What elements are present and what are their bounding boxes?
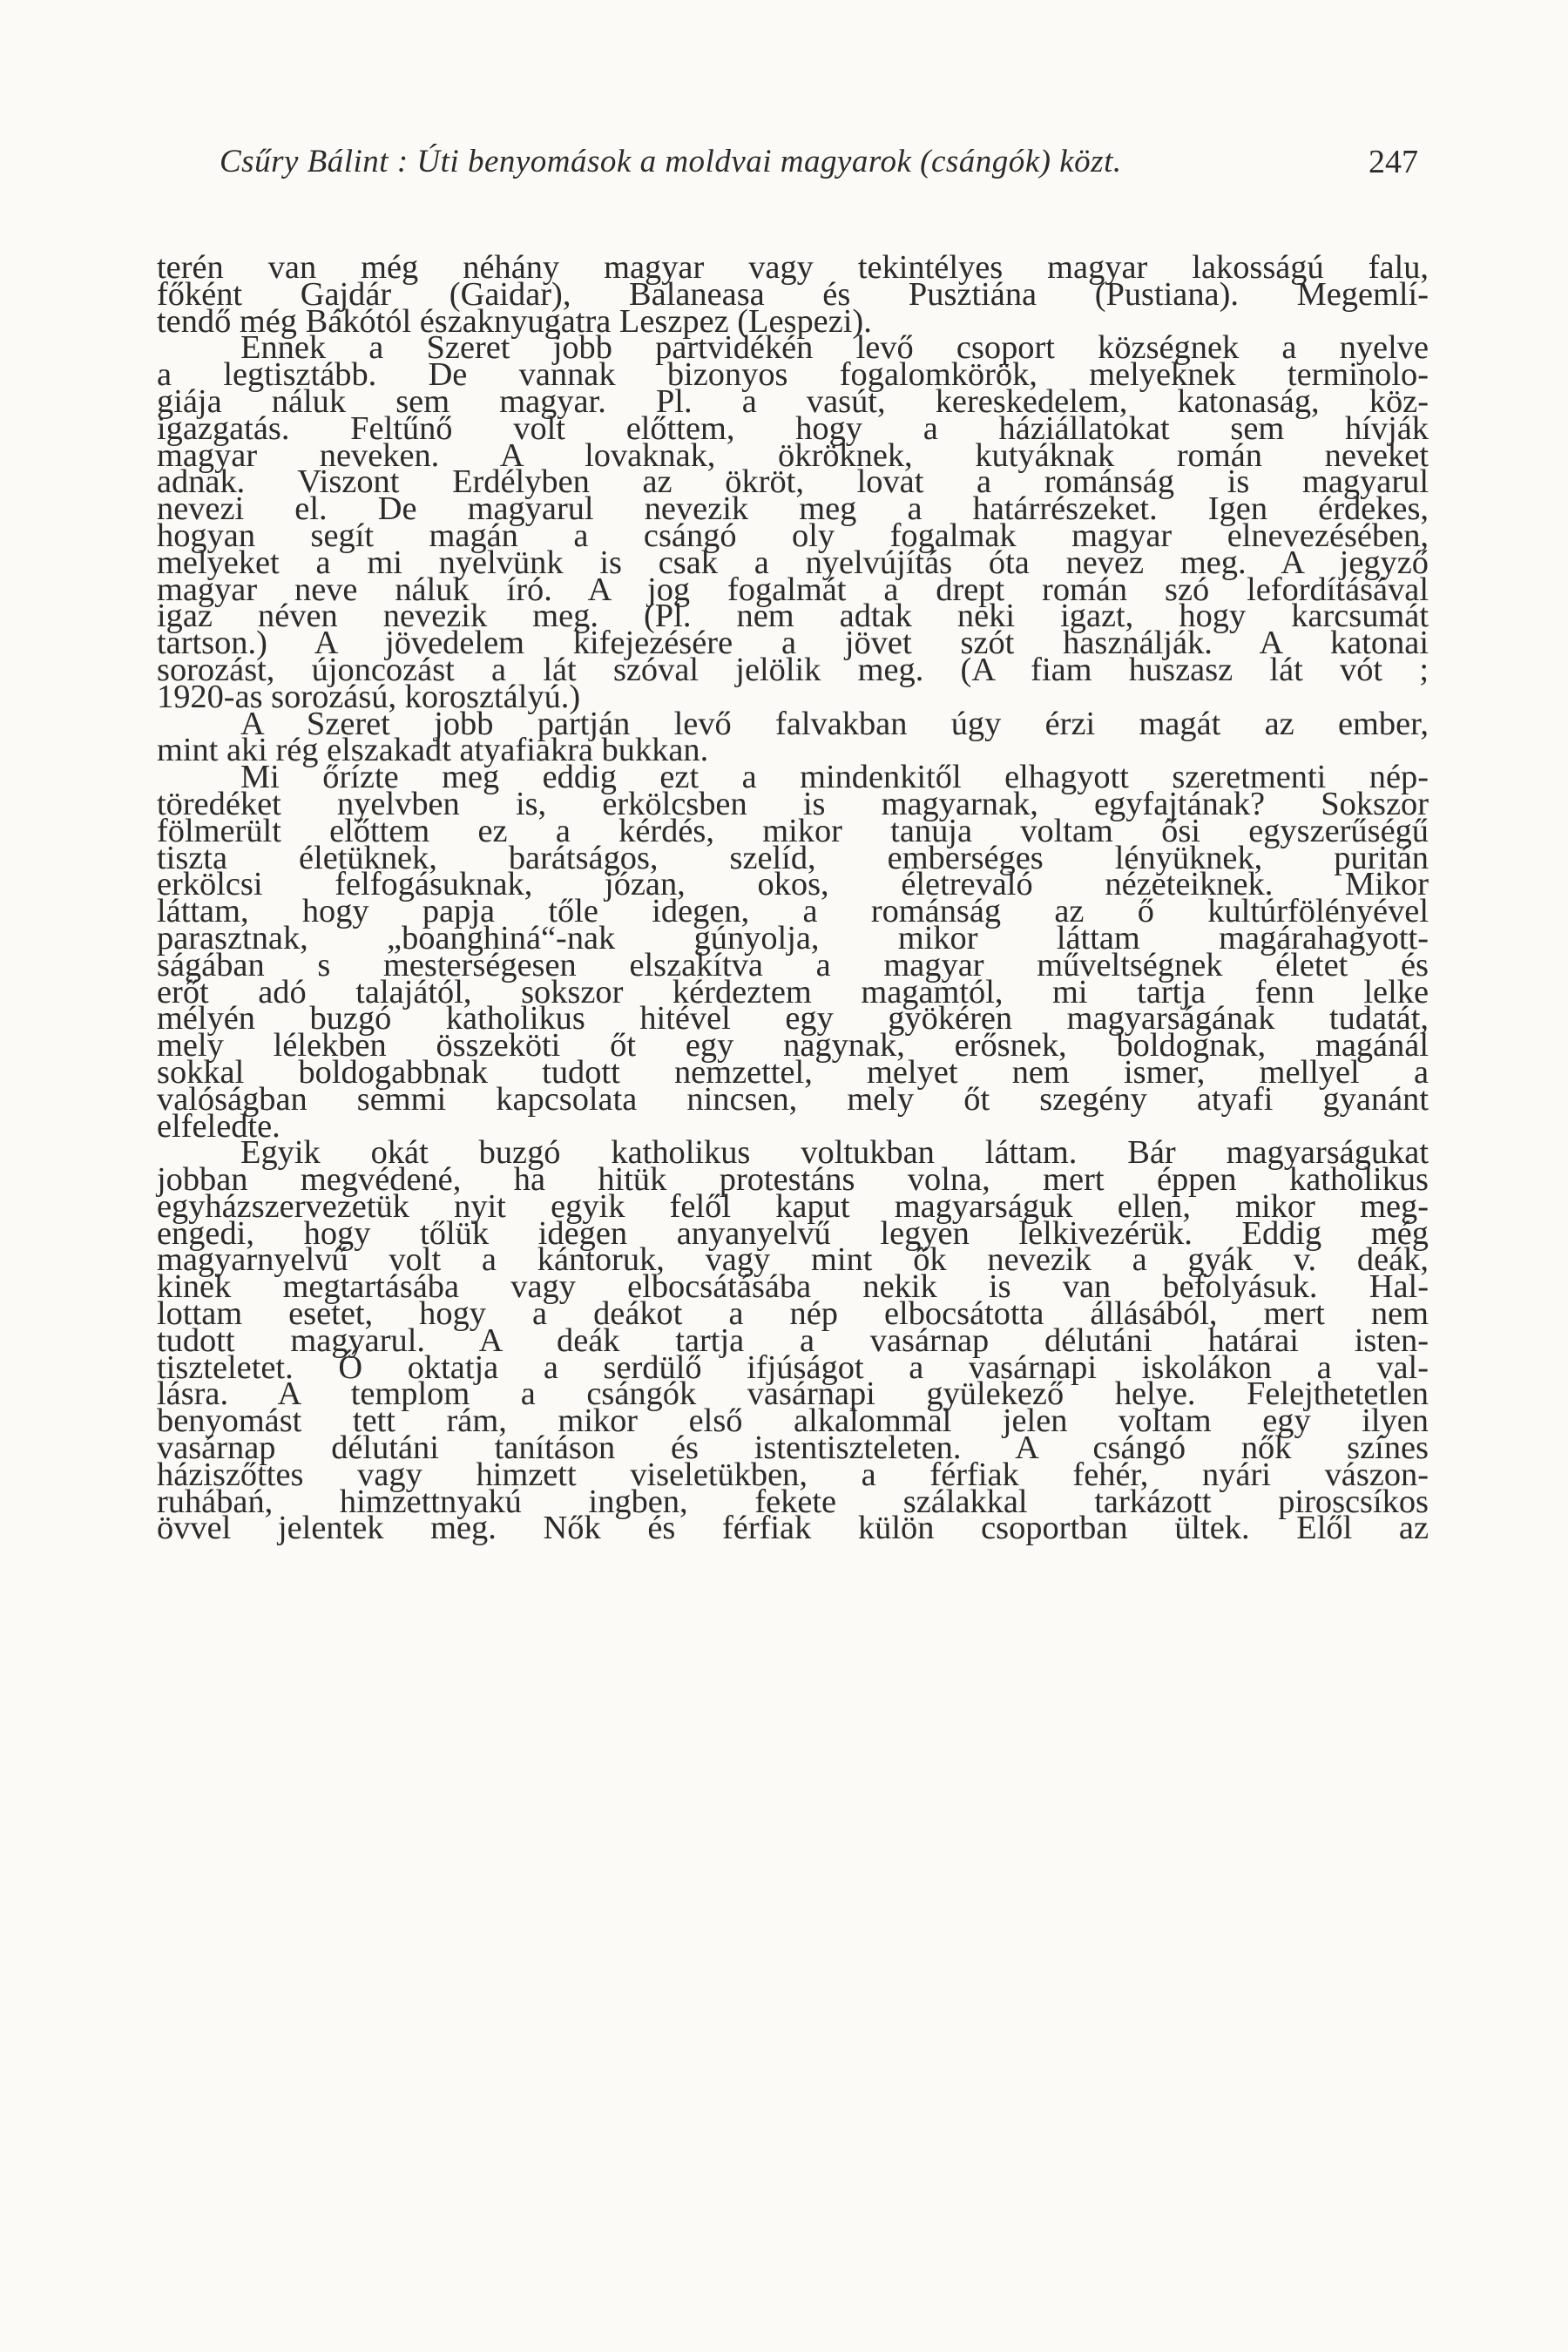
text-line: hogyan segít magán a csángó oly fogalmak magyar elnevezésében, bbox=[157, 517, 1429, 554]
text-line: igaz néven nevezik meg. (Pl. nem adtak neki igazt, hogy karcsumát bbox=[157, 598, 1429, 635]
text-line: láttam, hogy papja tőle idegen, a románság az ő kultúrfölényével bbox=[157, 893, 1429, 930]
page-number: 247 bbox=[1369, 144, 1418, 180]
text-line: tiszta életüknek, barátságos, szelíd, emberséges lényüknek, puritán bbox=[157, 839, 1429, 876]
text-line: egyházszervezetük nyit egyik felől kaput magyarságuk ellen, mikor meg- bbox=[157, 1187, 1429, 1225]
text-line: magyarnyelvű volt a kántoruk, vagy mint ők nevezik a gyák v. deák, bbox=[157, 1241, 1429, 1279]
text-line: tendő még Bákótól északnyugatra Leszpez (Lespezi). bbox=[157, 302, 872, 340]
text-line: melyeket a mi nyelvünk is csak a nyelvújítás óta nevez meg. A jegyző bbox=[157, 544, 1429, 581]
text-line: elfeledte. bbox=[157, 1107, 280, 1145]
text-line: övvel jelentek meg. Nők és férfiak külön csoportban ültek. Elől az bbox=[157, 1510, 1429, 1547]
text-line: nevezi el. De magyarul nevezik meg a határrészeket. Igen érdekes, bbox=[157, 490, 1429, 528]
text-line: sorozást, újoncozást a lát szóval jelölik meg. (A fiam huszasz lát vót ; bbox=[157, 651, 1429, 688]
text-line: mely lélekben összeköti őt egy nagynak, erősnek, boldognak, magánál bbox=[157, 1027, 1429, 1064]
body-text bbox=[157, 249, 1429, 1547]
text-line: Egyik okát buzgó katholikus voltukban láttam. Bár magyarságukat bbox=[240, 1134, 1429, 1172]
text-line: parasztnak, „boanghiná“-nak gúnyolja, mikor láttam magárahagyott- bbox=[157, 919, 1429, 956]
text-line: jobban megvédené, ha hitük protestáns volna, mert éppen katholikus bbox=[157, 1161, 1429, 1199]
text-line: terén van még néhány magyar vagy tekintélyes magyar lakosságú falu, bbox=[157, 249, 1429, 286]
text-line: tiszteletet. Ő oktatja a serdülő ifjúságot a vasárnapi iskolákon a val- bbox=[157, 1348, 1429, 1386]
text-line: főként Gajdár (Gaidar), Balaneasa és Pusztiána (Pustiana). Megemlí- bbox=[157, 275, 1429, 313]
text-line: háziszőttes vagy himzett viseletükben, a férfiak fehér, nyári vászon- bbox=[157, 1456, 1429, 1493]
text-line: mélyén buzgó katholikus hitével egy gyökéren magyarságának tudatát, bbox=[157, 1000, 1429, 1037]
text-line: Ennek a Szeret jobb partvidékén levő csoport községnek a nyelve bbox=[240, 329, 1429, 367]
text-line: ruhábań, himzettnyakú ingben, fekete szálakkal tarkázott piroscsíkos bbox=[157, 1483, 1429, 1520]
text-line: Mi őrízte meg eddig ezt a mindenkitől elhagyott szeretmenti nép- bbox=[240, 759, 1429, 796]
text-line: ságában s mesterségesen elszakítva a magyar műveltségnek életet és bbox=[157, 946, 1429, 983]
running-head bbox=[220, 138, 1418, 186]
running-title: Csűry Bálint : Úti benyomások a moldvai magyarok (csángók) közt. bbox=[220, 144, 1122, 179]
text-line: erkölcsi felfogásuknak, józan, okos, életrevaló nézeteiknek. Mikor bbox=[157, 866, 1429, 903]
text-line: 1920-as sorozású, korosztályú.) bbox=[157, 678, 581, 715]
text-line: vasárnap délutáni tanításon és istentiszteleten. A csángó nők színes bbox=[157, 1429, 1429, 1467]
text-line: valóságban semmi kapcsolata nincsen, mely őt szegény atyafi gyanánt bbox=[157, 1080, 1429, 1118]
text-line: A Szeret jobb partján levő falvakban úgy érzi magát az ember, bbox=[240, 705, 1429, 742]
text-line: adnak. Viszont Erdélyben az ökröt, lovat a románság is magyarul bbox=[157, 463, 1429, 501]
text-line: töredéket nyelvben is, erkölcsben is magyarnak, egyfajtának? Sokszor bbox=[157, 785, 1429, 822]
text-line: a legtisztább. De vannak bizonyos fogalomkörök, melyeknek terminolo- bbox=[157, 356, 1429, 394]
text-line: tudott magyarul. A deák tartja a vasárnap délutáni határai isten- bbox=[157, 1321, 1429, 1359]
text-line: mint aki rég elszakadt atyafiakra bukkan. bbox=[157, 732, 709, 769]
text-line: magyar neve náluk író. A jog fogalmát a drept román szó lefordításával bbox=[157, 571, 1429, 608]
text-line: fölmerült előttem ez a kérdés, mikor tanuja voltam ősi egyszerűségű bbox=[157, 812, 1429, 849]
text-line: lottam esetet, hogy a deákot a nép elbocsátotta állásából, mert nem bbox=[157, 1295, 1429, 1333]
text-line: giája náluk sem magyar. Pl. a vasút, kereskedelem, katonaság, köz- bbox=[157, 382, 1429, 420]
text-line: tartson.) A jövedelem kifejezésére a jövet szót használják. A katonai bbox=[157, 625, 1429, 662]
text-line: benyomást tett rám, mikor első alkalommal jelen voltam egy ilyen bbox=[157, 1402, 1429, 1440]
text-line: erőt adó talajától, sokszor kérdeztem magamtól, mi tartja fenn lelke bbox=[157, 973, 1429, 1010]
text-line: sokkal boldogabbnak tudott nemzettel, melyet nem ismer, mellyel a bbox=[157, 1053, 1429, 1091]
text-line: igazgatás. Feltűnő volt előttem, hogy a háziállatokat sem hívják bbox=[157, 409, 1429, 447]
text-line: kinek megtartásába vagy elbocsátásába nekik is van befolyásuk. Hal- bbox=[157, 1268, 1429, 1306]
text-line: engedi, hogy tőlük idegen anyanyelvű legyen lelkivezérük. Eddig még bbox=[157, 1214, 1429, 1252]
text-line: lásra. A templom a csángók vasárnapi gyülekező helye. Felejthetetlen bbox=[157, 1375, 1429, 1413]
text-line: magyar neveken. A lovaknak, ökröknek, kutyáknak román neveket bbox=[157, 436, 1429, 474]
